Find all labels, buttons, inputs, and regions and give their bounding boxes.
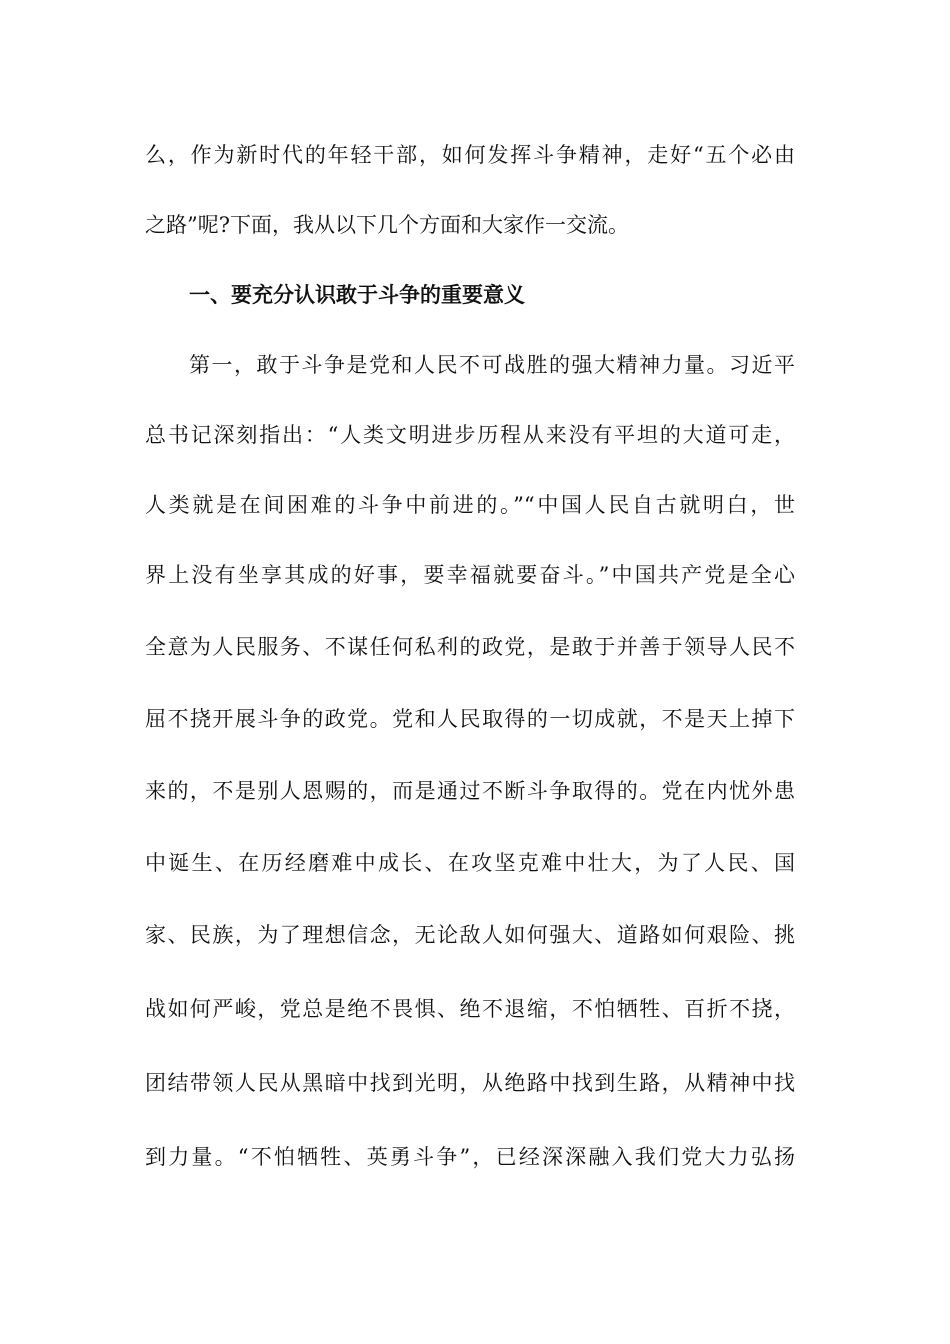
paragraph-line-6: 界上没有坐享其成的好事，要幸福就要奋斗。”中国共产党是全心 [145,563,795,587]
paragraph-line-8: 屈不挠开展斗争的政党。党和人民取得的一切成就，不是天上掉下 [145,707,795,731]
paragraph-line-9: 来的，不是别人恩赐的，而是通过不断斗争取得的。党在内忧外患 [145,779,795,803]
paragraph-line-13: 团结带领人民从黑暗中找到光明，从绝路中找到生路，从精神中找 [145,1071,795,1095]
paragraph-line-1: 么，作为新时代的年轻干部，如何发挥斗争精神，走好“五个必由 [145,143,795,167]
paragraph-line-2: 之路”呢?下面，我从以下几个方面和大家作一交流。 [145,213,629,237]
paragraph-line-5: 人类就是在间困难的斗争中前进的。”“中国人民自古就明白，世 [145,493,795,517]
paragraph-line-11: 家、民族，为了理想信念，无论敌人如何强大、道路如何艰险、挑 [145,923,795,947]
paragraph-line-3: 第一，敢于斗争是党和人民不可战胜的强大精神力量。习近平 [189,353,795,377]
section-heading: 一、要充分认识敢于斗争的重要意义 [189,283,525,307]
paragraph-line-10: 中诞生、在历经磨难中成长、在攻坚克难中壮大，为了人民、国 [145,851,795,875]
paragraph-line-14: 到力量。“不怕牺牲、英勇斗争”，已经深深融入我们党大力弘扬 [145,1145,795,1169]
paragraph-line-12: 战如何严峻，党总是绝不畏惧、绝不退缩，不怕牺牲、百折不挠， [145,997,795,1021]
paragraph-line-7: 全意为人民服务、不谋任何私利的政党，是敢于并善于领导人民不 [145,635,795,659]
paragraph-line-4: 总书记深刻指出：“人类文明进步历程从来没有平坦的大道可走， [145,423,795,447]
